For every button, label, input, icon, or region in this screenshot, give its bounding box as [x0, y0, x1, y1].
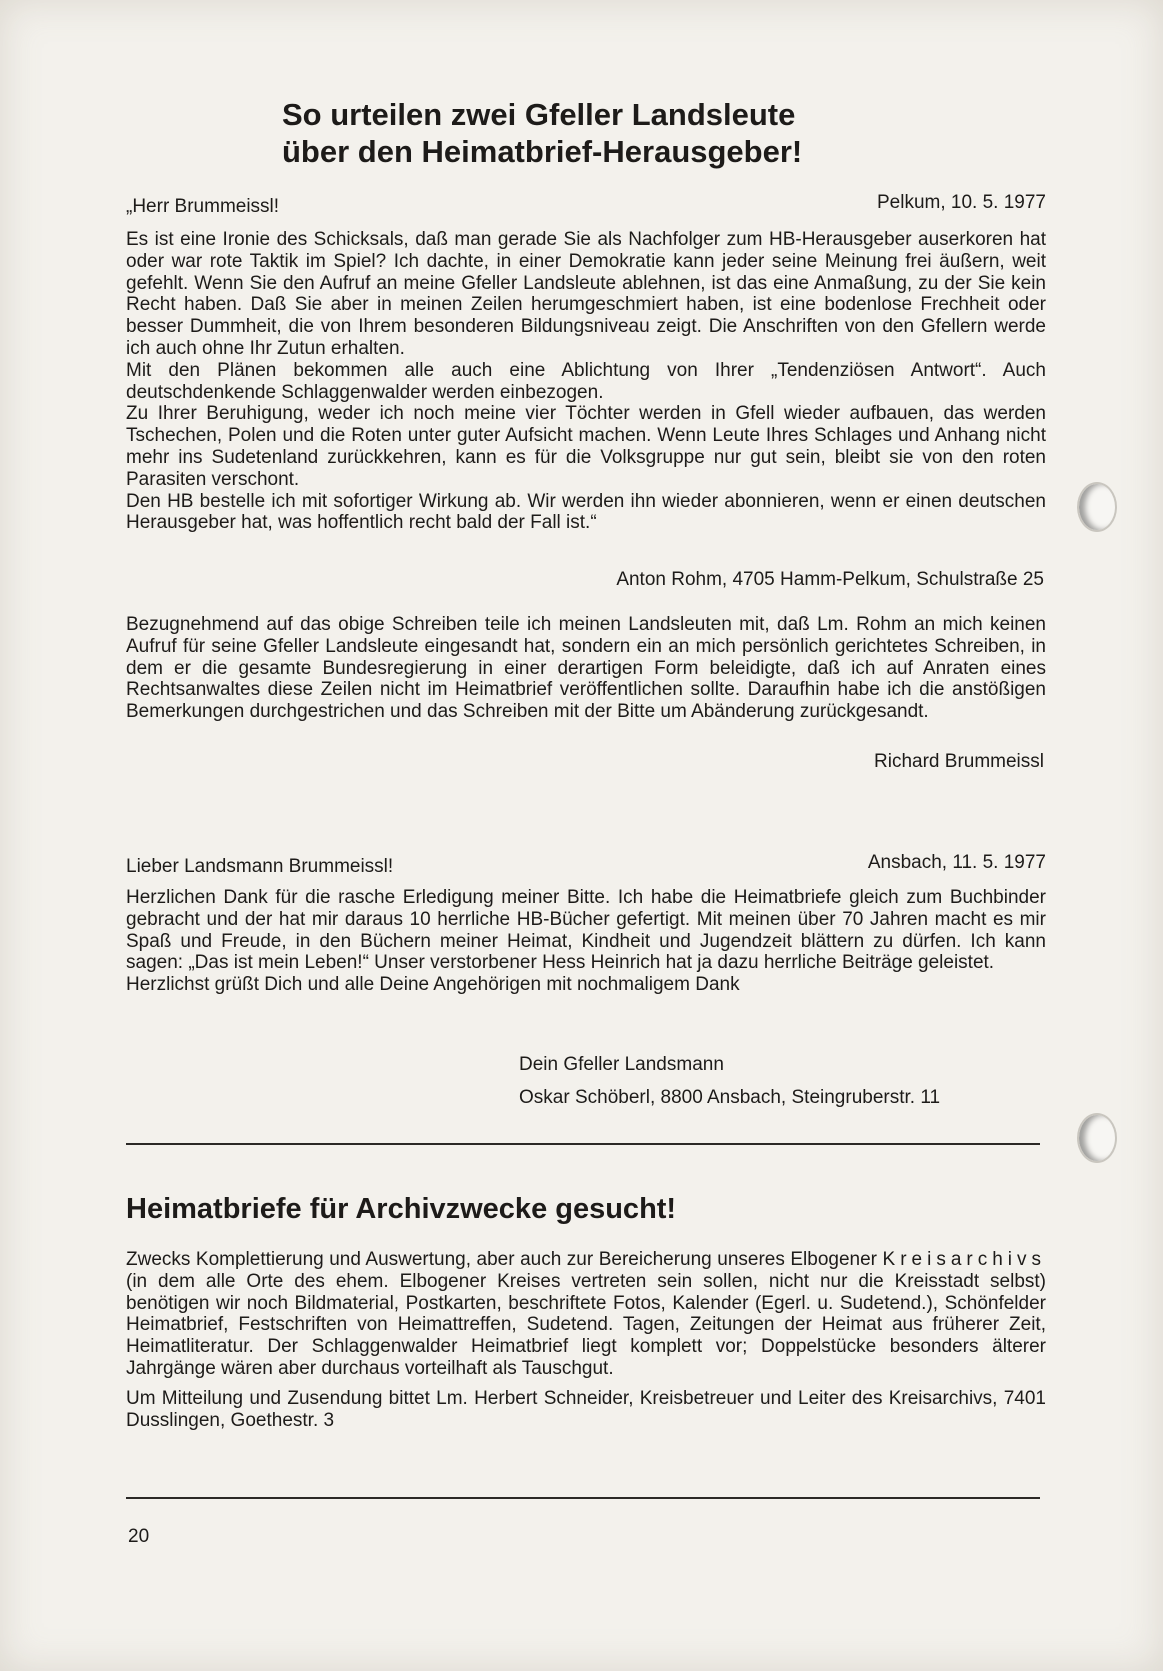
archive-contact: Um Mitteilung und Zusendung bittet Lm. Herbert Schneider, Kreisbetreuer und Leiter des Kreisarchivs, 7401 Dusslingen, Goethestr. 3 [126, 1387, 1046, 1431]
letter1-paragraph: Es ist eine Ironie des Schicksals, daß man gerade Sie als Nachfolger zum HB-Herausgeber auserkoren hat oder war rote Taktik im Spiel? Ich dachte, in einer Demokratie kann jeder seine Meinung frei äußern, weit gefehlt. Wenn Sie den Aufruf an meine Gfeller Landsleute ablehnen, ist das eine Anmaßung, zu der Sie kein Recht haben. Daß Sie aber in meinen Zeilen herumgeschmiert haben, ist eine bodenlose Frechheit oder besser Dummheit, die von Ihrem besonderen Bildungsniveau zeigt. Die Anschriften von den Gfellern werde ich auch ohne Ihr Zutun erhalten. [126, 229, 1046, 359]
archive-text-emphasis: Kreisarchivs [882, 1249, 1047, 1270]
headline-line-2: über den Heimatbrief-Herausgeber! [282, 134, 803, 169]
bottom-divider [126, 1497, 1040, 1499]
section-divider [126, 1143, 1040, 1145]
editor-signature: Richard Brummeissl [874, 751, 1044, 772]
letter1-paragraph: Zu Ihrer Beruhigung, weder ich noch meine vier Töchter werden in Gfell wieder aufbauen, das werden Tschechen, Polen und die Roten unter guter Aufsicht machen. Wenn Leute Ihres Schlages und Anhang nicht mehr ins Sudetenland zurückkehren, kann es für die Volksgruppe nur gut sein, bleibt sie von den roten Parasiten verschont. [126, 403, 1046, 490]
letter1-place-date: Pelkum, 10. 5. 1977 [877, 192, 1046, 213]
letter2-signature: Oskar Schöberl, 8800 Ansbach, Steingruberstr. 11 [519, 1087, 941, 1108]
headline [282, 96, 982, 170]
letter2-body [126, 887, 1046, 996]
punch-hole-upper [1077, 482, 1117, 532]
archive-text-rest: (in dem alle Orte des ehem. Elbogener Kreises vertreten sein sollen, nicht nur die Kreisstadt selbst) benötigen wir noch Bildmaterial, Postkarten, beschriftete Fotos, Kalender (Egerl. u. Sudetend.), Schönfelder Heimatbrief, Festschriften von Heimattreffen, Sudetend. Tagen, Zeitungen der Heimat aus früherer Zeit, Heimatliteratur. Der Schlaggenwalder Heimatbrief liegt komplett vor; Doppelstücke besonders älterer Jahrgänge wären aber durchaus vorteilhaft als Tauschgut. [126, 1270, 1046, 1379]
letter1-signature: Anton Rohm, 4705 Hamm-Pelkum, Schulstraße 25 [616, 569, 1044, 590]
archive-paragraph [126, 1249, 1046, 1380]
archive-heading: Heimatbriefe für Archivzwecke gesucht! [126, 1193, 677, 1225]
letter2-salutation: Lieber Landsmann Brummeissl! [126, 856, 394, 877]
archive-body [126, 1249, 1046, 1431]
headline-line-1: So urteilen zwei Gfeller Landsleute [282, 97, 796, 132]
letter1-salutation: „Herr Brummeissl! [126, 196, 280, 217]
editor-reply [126, 614, 1046, 723]
page-number: 20 [128, 1526, 150, 1547]
letter2-place-date: Ansbach, 11. 5. 1977 [867, 852, 1046, 873]
editor-reply-text: Bezugnehmend auf das obige Schreiben teile ich meinen Landsleuten mit, daß Lm. Rohm an mich keinen Aufruf für seine Gfeller Landsleute eingesandt hat, sondern ein an mich persönlich gerichtetes Schreiben, in dem er die gesamte Bundesregierung in einer derartigen Form beleidigte, daß ich auf Anraten eines Rechtsanwaltes diese Zeilen nicht im Heimatbrief veröffentlichen sollte. Daraufhin habe ich die anstößigen Bemerkungen durchgestrichen und das Schreiben mit der Bitte um Abänderung zurückgesandt. [126, 614, 1046, 723]
letter2-paragraph: Herzlichen Dank für die rasche Erledigung meiner Bitte. Ich habe die Heimatbriefe gleich zum Buchbinder gebracht und der hat mir daraus 10 herrliche HB-Bücher gefertigt. Mit meinen über 70 Jahren macht es mir Spaß und Freude, in den Büchern meiner Heimat, Kindheit und Jugendzeit blättern zu dürfen. Ich kann sagen: „Das ist mein Leben!“ Unser verstorbener Hess Heinrich hat ja dazu herrliche Beiträge geleistet. [126, 887, 1046, 974]
letter2-header [126, 852, 1046, 878]
letter1-header [126, 192, 1046, 218]
punch-hole-lower [1077, 1113, 1117, 1163]
letter1-paragraph: Den HB bestelle ich mit sofortiger Wirkung ab. Wir werden ihn wieder abonnieren, wenn er einen deutschen Herausgeber hat, was hoffentlich recht bald der Fall ist.“ [126, 490, 1046, 534]
letter2-paragraph: Herzlichst grüßt Dich und alle Deine Angehörigen mit nochmaligem Dank [126, 974, 740, 996]
letter2-closing: Dein Gfeller Landsmann [519, 1054, 724, 1075]
archive-text-start: Zwecks Komplettierung und Auswertung, aber auch zur Bereicherung unseres Elbogener [126, 1249, 877, 1270]
letter1-paragraph: Mit den Plänen bekommen alle auch eine Ablichtung von Ihrer „Tendenziösen Antwort“. Auch deutschdenkende Schlaggenwalder werden einbezogen. [126, 359, 1046, 403]
letter1-body [126, 229, 1046, 534]
